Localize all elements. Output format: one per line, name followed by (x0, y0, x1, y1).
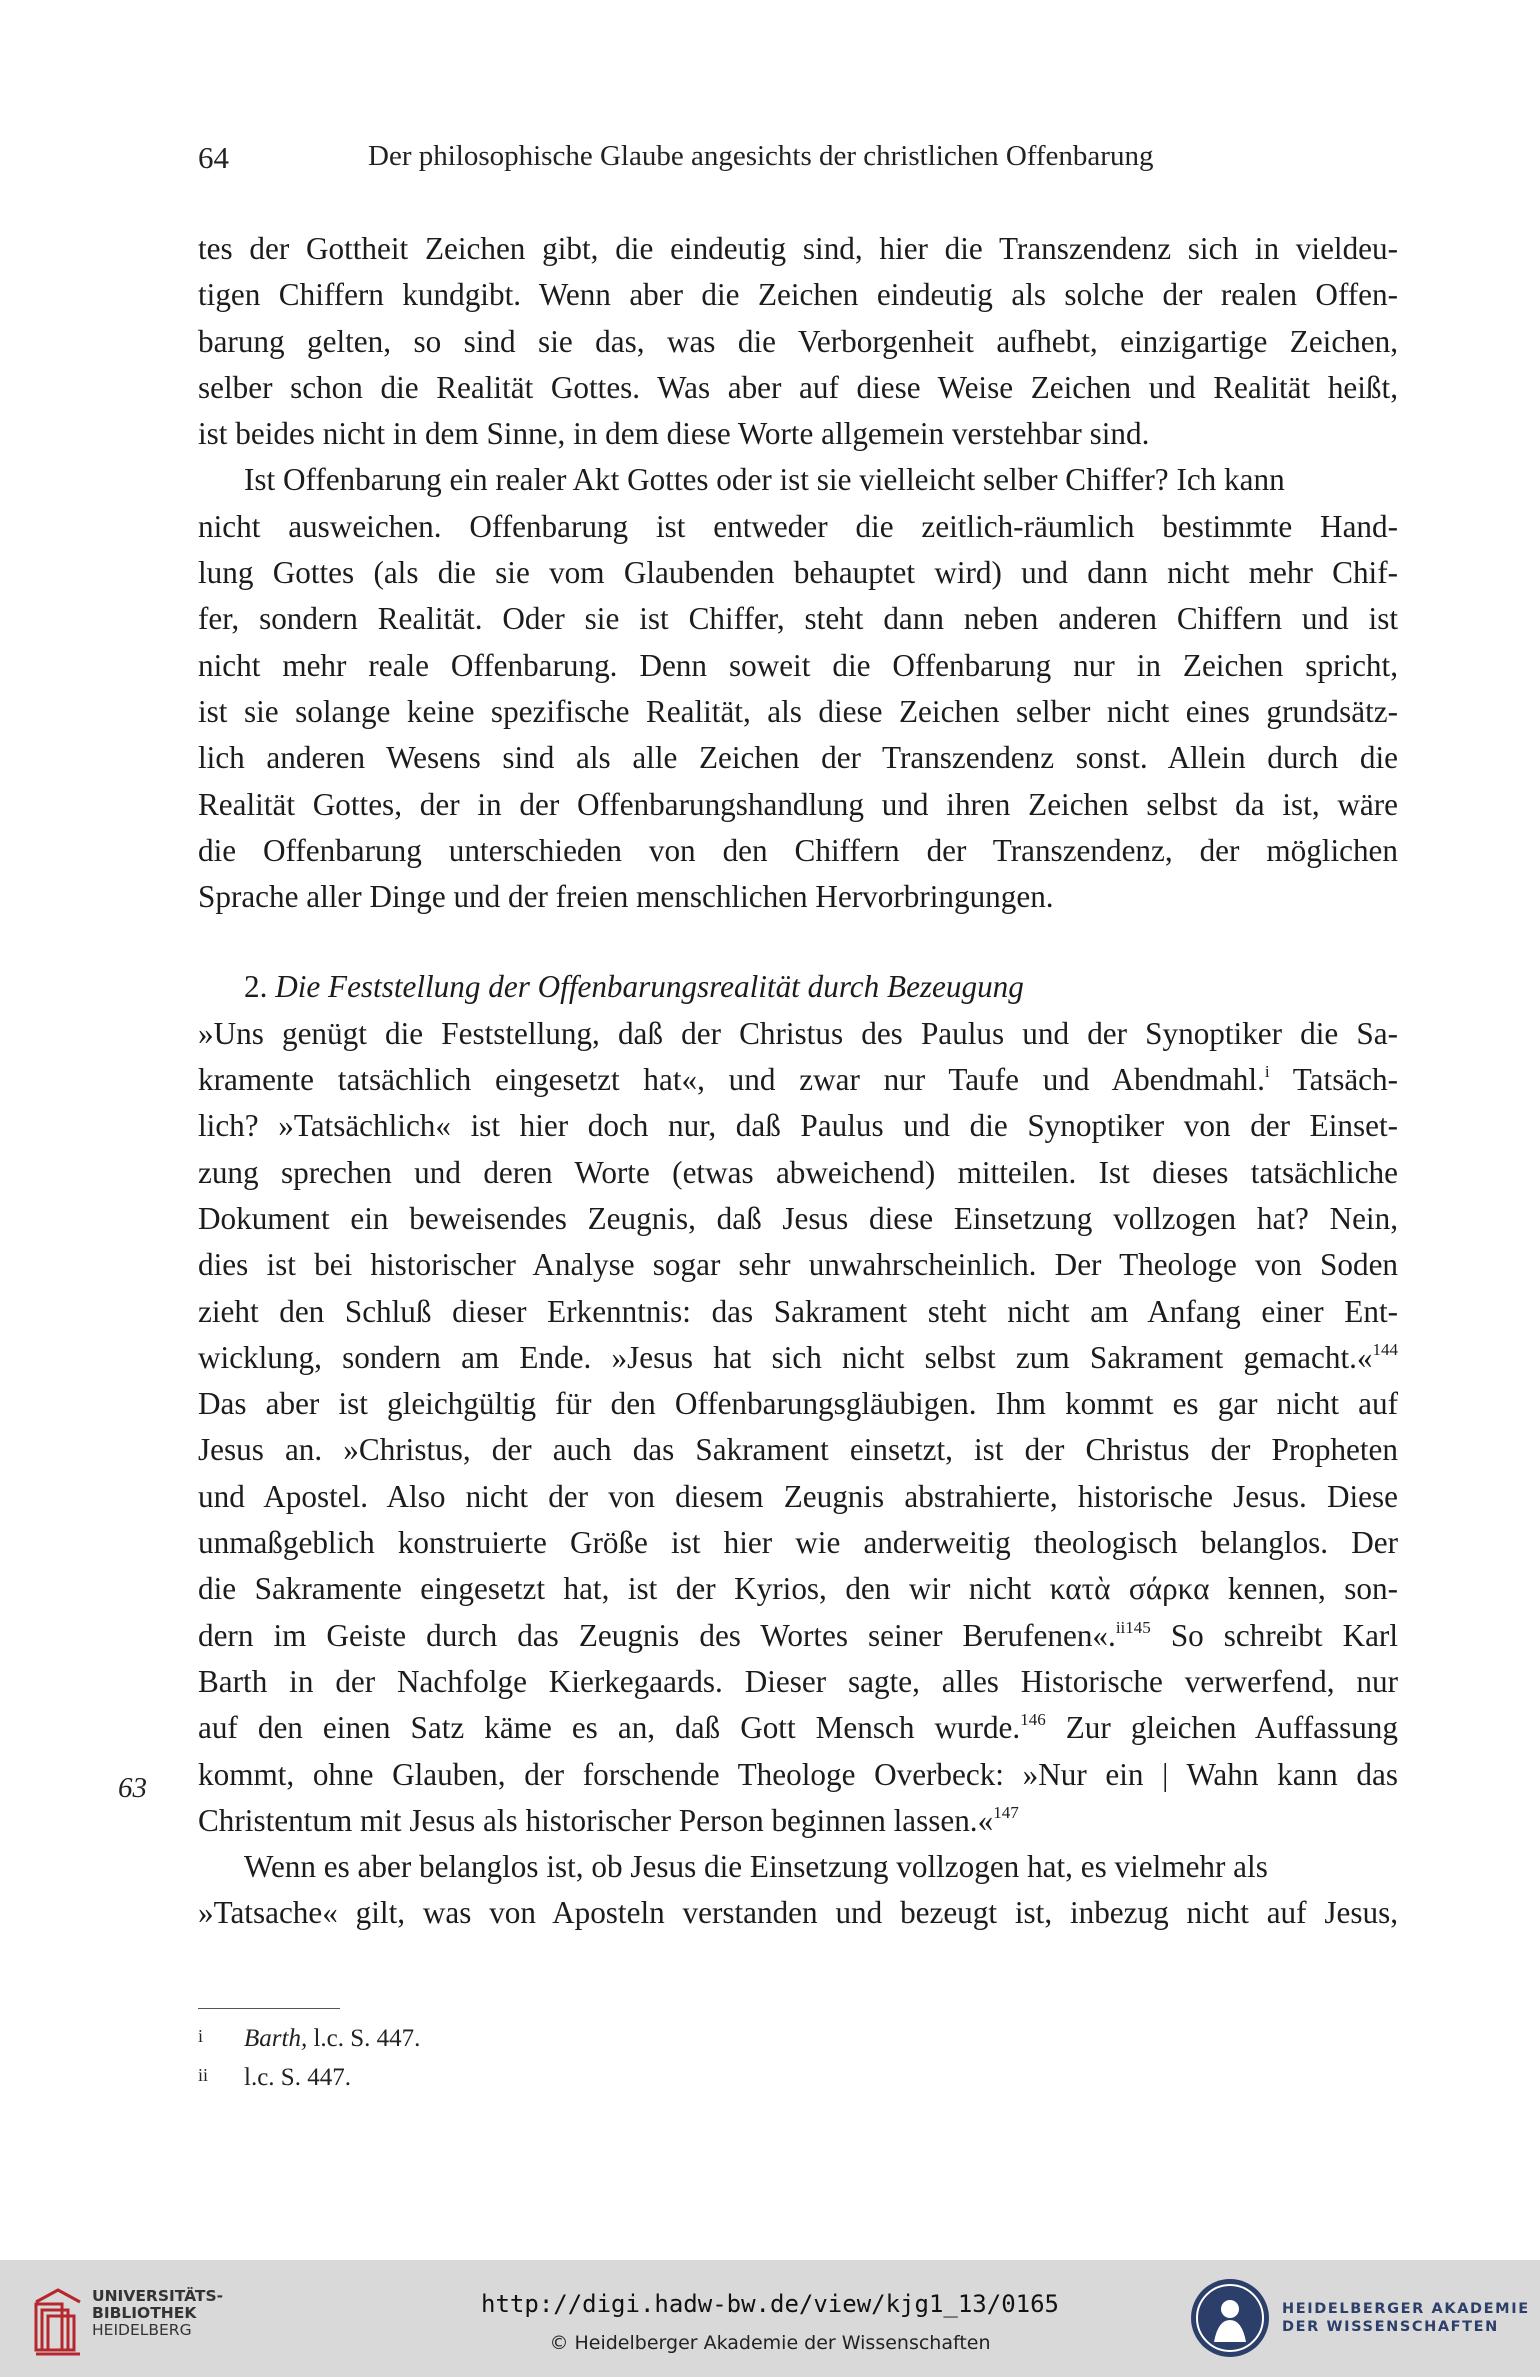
text-line: Sprache aller Dinge und der freien menschlichen Hervorbringungen. (198, 879, 1054, 915)
text-line: tigen Chiffern kundgibt. Wenn aber die Zeichen eindeutig als solche der realen Offen- (198, 277, 1398, 313)
text-line: nicht mehr reale Offenbarung. Denn soweit die Offenbarung nur in Zeichen spricht, (198, 647, 1398, 683)
text-line: Barth in der Nachfolge Kierkegaards. Dieser sagte, alles Historische verwerfend, nur (198, 1663, 1398, 1699)
footnote-author: Barth, (244, 2025, 308, 2052)
text-line: Christentum mit Jesus als historischer Person beginnen lassen.«$^{147}$ (198, 1802, 1019, 1838)
section-number: 2. (244, 969, 268, 1005)
section-title: Die Feststellung der Offenbarungsrealität durch Bezeugung (275, 969, 1024, 1005)
section-heading (198, 964, 1398, 1010)
text-line: Realität Gottes, der in der Offenbarungshandlung und ihren Zeichen selbst da ist, wäre (198, 786, 1398, 822)
footnote-text: l.c. S. 447. (244, 2064, 351, 2091)
footnote (198, 2057, 420, 2096)
running-title: Der philosophische Glaube angesichts der christlichen Offenbarung (368, 140, 1154, 172)
text-line: zieht den Schluß dieser Erkenntnis: das Sakrament steht nicht am Anfang einer Ent- (198, 1293, 1398, 1329)
source-url-link[interactable]: http://digi.hadw-bw.de/view/kjg1_13/0165 (481, 2290, 1059, 2318)
running-header (198, 140, 1398, 180)
endnote-ref[interactable]: 146 (1020, 1710, 1046, 1730)
academy-seal-icon (1188, 2276, 1272, 2360)
text-line: kommt, ohne Glauben, der forschende Theologe Overbeck: »Nur ein | Wahn kann das (198, 1756, 1398, 1792)
digitization-footer (0, 2260, 1540, 2377)
text-line: Das aber ist gleichgültig für den Offenbarungsgläubigen. Ihm kommt es gar nicht auf (198, 1386, 1398, 1422)
footnote (198, 2018, 420, 2057)
text-line: nicht ausweichen. Offenbarung ist entweder die zeitlich-räumlich bestimmte Hand- (198, 508, 1398, 544)
text-line: lich anderen Wesens sind als alle Zeichen der Transzendenz sonst. Allein durch die (198, 740, 1398, 776)
section-gap (198, 920, 1398, 964)
text-line: tes der Gottheit Zeichen gibt, die eindeutig sind, hier die Transzendenz sich in vieldeu- (198, 231, 1398, 266)
text-line: die Sakramente eingesetzt hat, ist der Kyrios, den wir nicht κατὰ σάρκα kennen, son- (198, 1571, 1398, 1607)
footnote-marker: i (198, 2026, 204, 2046)
main-text (198, 226, 1398, 1937)
text-line: zung sprechen und deren Worte (etwas abweichend) mitteilen. Ist dieses tatsächliche (198, 1154, 1398, 1190)
footnote-divider (198, 2008, 340, 2009)
text-line: kramente tatsächlich eingesetzt hat«, und zwar nur Taufe und Abendmahl.$^i$ Tatsäch- (198, 1062, 1398, 1098)
margin-page-reference: 63 (118, 1772, 147, 1804)
footnotes (198, 2018, 420, 2096)
text-line: die Offenbarung unterschieden von den Chiffern der Transzendenz, der möglichen (198, 832, 1398, 868)
text-line: auf den einen Satz käme es an, daß Gott Mensch wurde.$^{146}$ Zur gleichen Auffassung (198, 1710, 1398, 1746)
text-line: ist sie solange keine spezifische Realität, als diese Zeichen selber nicht eines grundsätz- (198, 693, 1398, 729)
university-library-name: UNIVERSITÄTS- BIBLIOTHEK HEIDELBERG (92, 2287, 224, 2339)
text-line: »Uns genügt die Feststellung, daß der Christus des Paulus und der Synoptiker die Sa- (198, 1015, 1398, 1051)
text-line: »Tatsache« gilt, was von Aposteln verstanden und bezeugt ist, inbezug nicht auf Jesus, (198, 1895, 1398, 1931)
copyright-notice: © Heidelberger Akademie der Wissenschaften (549, 2332, 991, 2354)
text-line: Jesus an. »Christus, der auch das Sakrament einsetzt, ist der Christus der Propheten (198, 1432, 1398, 1468)
text-line: fer, sondern Realität. Oder sie ist Chiffer, steht dann neben anderen Chiffern und ist (198, 601, 1398, 637)
text-line: lich? »Tatsächlich« ist hier doch nur, daß Paulus und die Synoptiker von der Einset- (198, 1108, 1398, 1144)
text-line: selber schon die Realität Gottes. Was aber auf diese Weise Zeichen und Realität heißt, (198, 369, 1398, 405)
text-line: Ist Offenbarung ein realer Akt Gottes oder ist sie vielleicht selber Chiffer? Ich kann (244, 462, 1285, 498)
text-line: lung Gottes (als die sie vom Glaubenden behauptet wird) und dann nicht mehr Chif- (198, 555, 1398, 591)
footnote-ref[interactable]: ii145 (1115, 1617, 1151, 1637)
text-line: unmaßgeblich konstruierte Größe ist hier wie anderweitig theologisch belanglos. Der (198, 1525, 1398, 1561)
text-line: Dokument ein beweisendes Zeugnis, daß Jesus diese Einsetzung vollzogen hat? Nein, (198, 1200, 1398, 1236)
footnote-ref[interactable]: i (1264, 1062, 1270, 1082)
text-line: dies ist bei historischer Analyse sogar sehr unwahrscheinlich. Der Theologe von Soden (198, 1247, 1398, 1283)
footnote-marker: ii (198, 2065, 209, 2085)
text-line: Wenn es aber belanglos ist, ob Jesus die Einsetzung vollzogen hat, es vielmehr als (244, 1849, 1268, 1885)
text-line: wicklung, sondern am Ende. »Jesus hat sich nicht selbst zum Sakrament gemacht.«$^{144}$ (198, 1339, 1398, 1375)
page-number: 64 (198, 140, 229, 175)
endnote-ref[interactable]: 144 (1372, 1339, 1398, 1359)
text-line: dern im Geiste durch das Zeugnis des Wortes seiner Berufenen«.$^{ii145}$ So schreibt Karl (198, 1617, 1398, 1653)
text-line: und Apostel. Also nicht der von diesem Zeugnis abstrahierte, historische Jesus. Diese (198, 1478, 1398, 1514)
endnote-ref[interactable]: 147 (993, 1802, 1019, 1822)
academy-name: HEIDELBERGER AKADEMIE DER WISSENSCHAFTEN (1282, 2301, 1530, 2335)
text-line: ist beides nicht in dem Sinne, in dem diese Worte allgemein verstehbar sind. (198, 416, 1150, 452)
text-line: barung gelten, so sind sie das, was die Verborgenheit aufhebt, einzigartige Zeichen, (198, 323, 1398, 359)
footnote-text: l.c. S. 447. (307, 2025, 421, 2052)
